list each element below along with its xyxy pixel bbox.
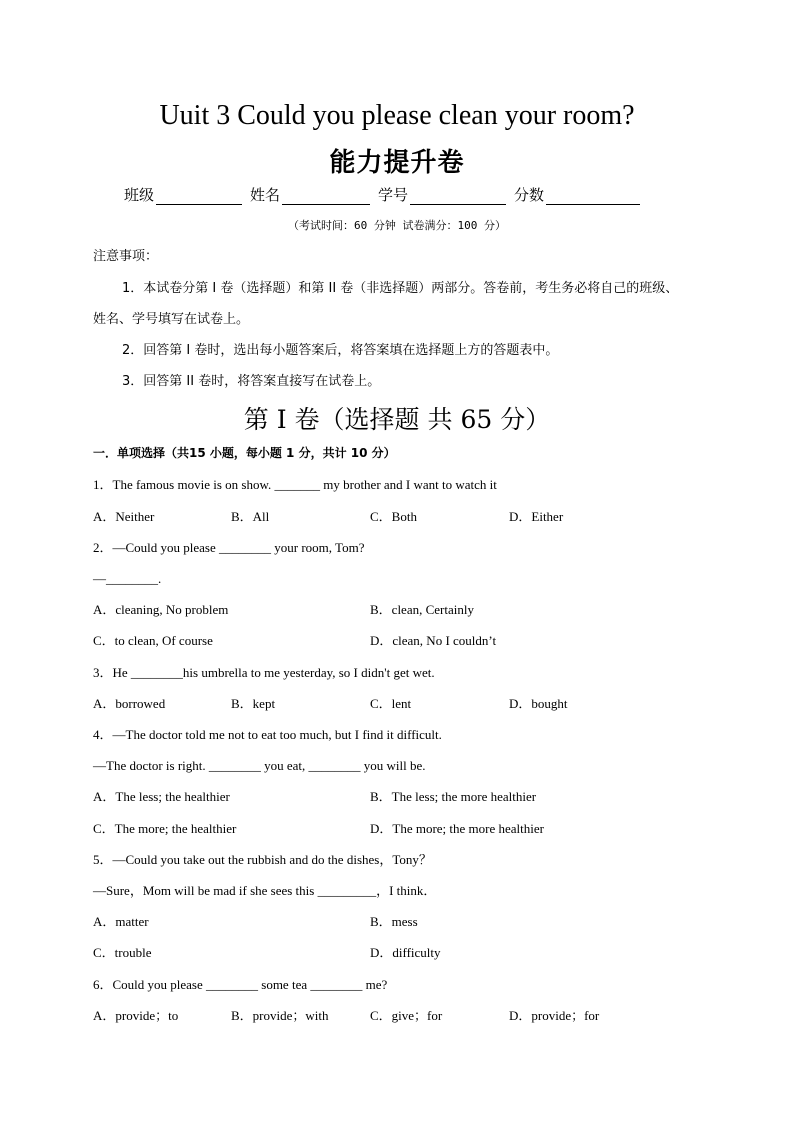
question-6-option-b[interactable]: B．provide；with: [231, 1008, 329, 1023]
question-3-option-d[interactable]: D．bought: [509, 696, 568, 711]
question-6-option-c[interactable]: C．give；for: [370, 1008, 443, 1023]
class-label: 班级: [124, 186, 155, 204]
student-id-field[interactable]: [378, 184, 506, 205]
exam-title-english: Uuit 3 Could you please clean your room?: [159, 100, 635, 131]
question-3-option-b[interactable]: B．kept: [231, 696, 276, 711]
exam-time-note: （考试时间：60 分钟 试卷满分：100 分）: [288, 219, 506, 232]
note-item-3: 3．回答第 II 卷时，将答案直接写在试卷上。: [122, 374, 381, 389]
student-id-blank[interactable]: [410, 190, 506, 205]
question-5-stem-reply: —Sure，Mom will be mad if she sees this _________，I think．: [93, 883, 437, 898]
question-2-option-d[interactable]: D．clean, No I couldn’t: [370, 633, 497, 648]
question-4-option-c[interactable]: C．The more; the healthier: [93, 821, 237, 836]
question-1-option-b[interactable]: B．All: [231, 509, 270, 524]
question-5-stem: 5．—Could you take out the rubbish and do the dishes，Tony？: [93, 852, 432, 867]
question-3-stem: 3．He ________his umbrella to me yesterday, so I didn't get wet.: [93, 665, 435, 680]
section-title: 第 I 卷（选择题 共 65 分）: [243, 405, 551, 434]
note-item-1-line-2: 姓名、学号填写在试卷上。: [93, 312, 250, 327]
score-field[interactable]: [514, 184, 640, 205]
question-3-option-c[interactable]: C．lent: [370, 696, 412, 711]
question-1-option-c[interactable]: C．Both: [370, 509, 417, 524]
question-2-option-a[interactable]: A．cleaning, No problem: [93, 602, 229, 617]
note-item-2: 2．回答第 I 卷时，选出每小题答案后，将答案填在选择题上方的答题表中。: [122, 343, 559, 358]
question-4-option-a[interactable]: A．The less; the healthier: [93, 789, 230, 804]
score-blank[interactable]: [546, 190, 640, 205]
question-1-option-a[interactable]: A．Neither: [93, 509, 155, 524]
question-4-stem-reply: —The doctor is right. ________ you eat, ________ you will be.: [93, 758, 426, 773]
question-2-option-c[interactable]: C．to clean, Of course: [93, 633, 213, 648]
question-4-option-b[interactable]: B．The less; the more healthier: [370, 789, 537, 804]
question-6-stem: 6．Could you please ________ some tea ________ me?: [93, 977, 388, 992]
question-6-option-a[interactable]: A．provide；to: [93, 1008, 179, 1023]
class-blank[interactable]: [156, 190, 242, 205]
class-field[interactable]: [124, 184, 242, 205]
question-2-option-b[interactable]: B．clean, Certainly: [370, 602, 474, 617]
score-label: 分数: [514, 186, 545, 204]
question-4-stem: 4．—The doctor told me not to eat too much, but I find it difficult.: [93, 727, 442, 742]
exam-title-chinese: 能力提升卷: [329, 148, 465, 178]
question-6-option-d[interactable]: D．provide；for: [509, 1008, 600, 1023]
name-label: 姓名: [250, 186, 281, 204]
question-5-option-a[interactable]: A．matter: [93, 914, 149, 929]
student-id-label: 学号: [378, 186, 409, 204]
note-item-1-line-1: 1．本试卷分第 I 卷（选择题）和第 II 卷（非选择题）两部分。答卷前，考生务必将自己的班级、: [122, 281, 679, 296]
question-5-option-c[interactable]: C．trouble: [93, 945, 152, 960]
student-info-row: [124, 184, 640, 205]
name-blank[interactable]: [282, 190, 370, 205]
name-field[interactable]: [250, 184, 370, 205]
question-1-stem: 1．The famous movie is on show. _______ my brother and I want to watch it: [93, 477, 497, 492]
question-3-option-a[interactable]: A．borrowed: [93, 696, 166, 711]
question-2-stem-reply: —________.: [93, 571, 162, 586]
notes-title: 注意事项：: [93, 249, 159, 264]
question-5-option-b[interactable]: B．mess: [370, 914, 418, 929]
part-title: 一．单项选择（共15 小题，每小题 1 分，共计 10 分）: [93, 446, 396, 460]
question-2-stem: 2．—Could you please ________ your room, Tom?: [93, 540, 365, 555]
question-1-option-d[interactable]: D．Either: [509, 509, 564, 524]
question-4-option-d[interactable]: D．The more; the more healthier: [370, 821, 544, 836]
question-5-option-d[interactable]: D．difficulty: [370, 945, 441, 960]
